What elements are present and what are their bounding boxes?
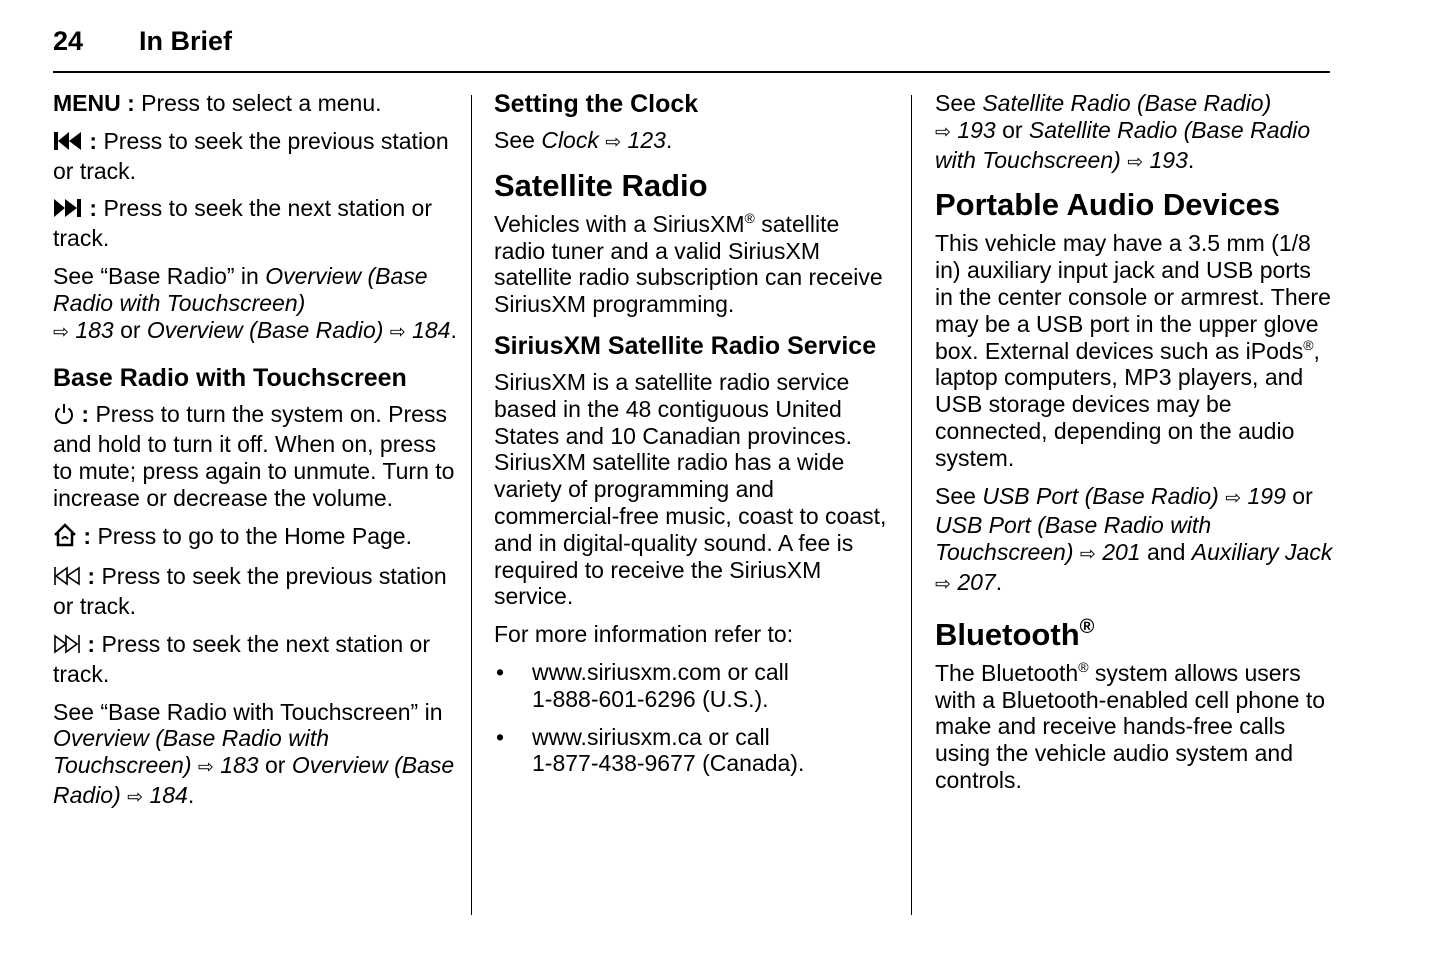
column-divider-right — [911, 95, 912, 915]
overview-touchscreen-link[interactable]: Overview (Base Radio with Touchscreen) — [53, 262, 428, 316]
section-title: In Brief — [139, 26, 233, 56]
satellite-radio-heading: Satellite Radio — [494, 167, 708, 203]
ref-arrow-icon: ⇨ — [389, 321, 406, 343]
siriusxm-service-paragraph: SiriusXM is a satellite radio service based in the 48 contiguous United States and 10 Canadian provinces. SiriusXM satellite radio has a wide variety of programming and commercial-free music, coast to coast, and in digital-quality sound. A fee is required to receive the SiriusXM service. — [494, 368, 887, 610]
power-paragraph: : Press to turn the system on. Press and hold to turn it off. When on, press to mute; press again to unmute. Turn to increase or decrease the volume. — [53, 401, 455, 511]
ref-arrow-icon: ⇨ — [605, 132, 622, 153]
ref-arrow-icon: ⇨ — [1127, 151, 1144, 173]
clock-link[interactable]: Clock — [541, 127, 599, 153]
ref-arrow-icon: ⇨ — [935, 121, 951, 143]
seek-next-icon — [53, 197, 83, 225]
auxiliary-jack-link[interactable]: Auxiliary Jack — [1191, 539, 1333, 566]
seek-previous-paragraph: : Press to seek the previous station or track. — [53, 127, 449, 184]
satellite-base-link[interactable]: Satellite Radio (Base Radio) — [982, 90, 1272, 116]
overview-base-link[interactable]: Overview (Base Radio) — [53, 752, 455, 808]
base-radio-touchscreen-heading: Base Radio with Touchscreen — [53, 364, 407, 393]
list-item: • www.siriusxm.com or call 1-888-601-6296 (U.S.). — [496, 658, 789, 712]
see-overview-paragraph: See “Base Radio” in Overview (Base Radio with Touchscreen) ⇨ 183 or Overview (Base Radio) ⇨ 184. — [53, 262, 457, 343]
setting-clock-heading: Setting the Clock — [494, 90, 699, 118]
more-info-paragraph: For more information refer to: — [494, 621, 794, 648]
overview-base-link[interactable]: Overview (Base Radio) — [146, 316, 384, 343]
seek-previous-outline-icon — [53, 565, 81, 593]
usb-touchscreen-link[interactable]: USB Port (Base Radio with Touchscreen) — [935, 512, 1212, 566]
menu-label: MENU : — [53, 90, 135, 116]
touchscreen-seek-next-paragraph: : Press to seek the next station or track. — [53, 630, 431, 687]
see-satellite-paragraph: See Satellite Radio (Base Radio) ⇨ 193 or Satellite Radio (Base Radio with Touchscreen) ⇨ 193. — [935, 90, 1311, 173]
usb-base-link[interactable]: USB Port (Base Radio) — [982, 482, 1219, 509]
ref-arrow-icon: ⇨ — [1225, 487, 1242, 509]
see-clock-paragraph: See Clock ⇨ 123. — [494, 127, 673, 153]
list-item: • www.siriusxm.ca or call 1-877-438-9677 (Canada). — [496, 723, 805, 777]
column-1 — [53, 90, 458, 823]
contact-list — [494, 659, 894, 777]
page-header — [53, 26, 1330, 73]
ref-arrow-icon: ⇨ — [935, 573, 951, 595]
page-number: 24 — [53, 26, 84, 56]
bluetooth-paragraph: The Bluetooth® system allows users with a Bluetooth-enabled cell phone to make and receive hands-free calls using the vehicle audio system and controls. — [935, 658, 1326, 793]
column-divider-left — [471, 95, 472, 915]
siriusxm-ca-link[interactable]: www.siriusxm.ca or call — [532, 723, 770, 750]
seek-next-outline-icon — [53, 633, 81, 661]
portable-audio-paragraph: This vehicle may have a 3.5 mm (1/8 in) auxiliary input jack and USB ports in the center console or armrest. There may be a USB port in the upper glove box. External devices such as iPods®, laptop computers, MP3 players, and USB storage devices may be connected, depending on the audio system. — [935, 230, 1331, 471]
siriusxm-service-heading: SiriusXM Satellite Radio Service — [494, 331, 877, 360]
bullet-icon: • — [496, 658, 505, 685]
bluetooth-heading: Bluetooth® — [935, 615, 1095, 652]
seek-next-paragraph: : Press to seek the next station or track. — [53, 195, 433, 252]
see-overview-paragraph-2: See “Base Radio with Touchscreen” in Overview (Base Radio with Touchscreen) ⇨ 183 or Overview (Base Radio) ⇨ 184. — [53, 698, 455, 808]
satellite-radio-paragraph: Vehicles with a SiriusXM® satellite radio tuner and a valid SiriusXM satellite radio subscription can receive SiriusXM programming. — [494, 209, 883, 318]
portable-audio-heading: Portable Audio Devices — [935, 187, 1281, 223]
touchscreen-seek-previous-paragraph: : Press to seek the previous station or track. — [53, 563, 447, 620]
home-icon — [53, 523, 77, 553]
power-icon — [53, 403, 75, 431]
ref-arrow-icon: ⇨ — [127, 786, 144, 808]
seek-previous-icon — [53, 130, 83, 158]
bullet-icon: • — [496, 723, 505, 750]
column-3 — [935, 90, 1335, 805]
siriusxm-us-link[interactable]: www.siriusxm.com or call — [532, 658, 789, 685]
ref-arrow-icon: ⇨ — [197, 757, 214, 779]
satellite-touchscreen-link[interactable]: Satellite Radio (Base Radio with Touchscreen) — [935, 116, 1311, 173]
home-paragraph: : Press to go to the Home Page. — [53, 523, 458, 553]
ref-arrow-icon: ⇨ — [1079, 544, 1096, 566]
ref-arrow-icon: ⇨ — [53, 321, 69, 343]
see-usb-paragraph: See USB Port (Base Radio) ⇨ 199 or USB Port (Base Radio with Touchscreen) ⇨ 201 and Auxiliary Jack ⇨ 207. — [935, 482, 1333, 595]
column-2 — [494, 90, 894, 788]
overview-touchscreen-link[interactable]: Overview (Base Radio with Touchscreen) — [53, 725, 330, 779]
menu-paragraph: MENU : Press to select a menu. — [53, 90, 382, 116]
